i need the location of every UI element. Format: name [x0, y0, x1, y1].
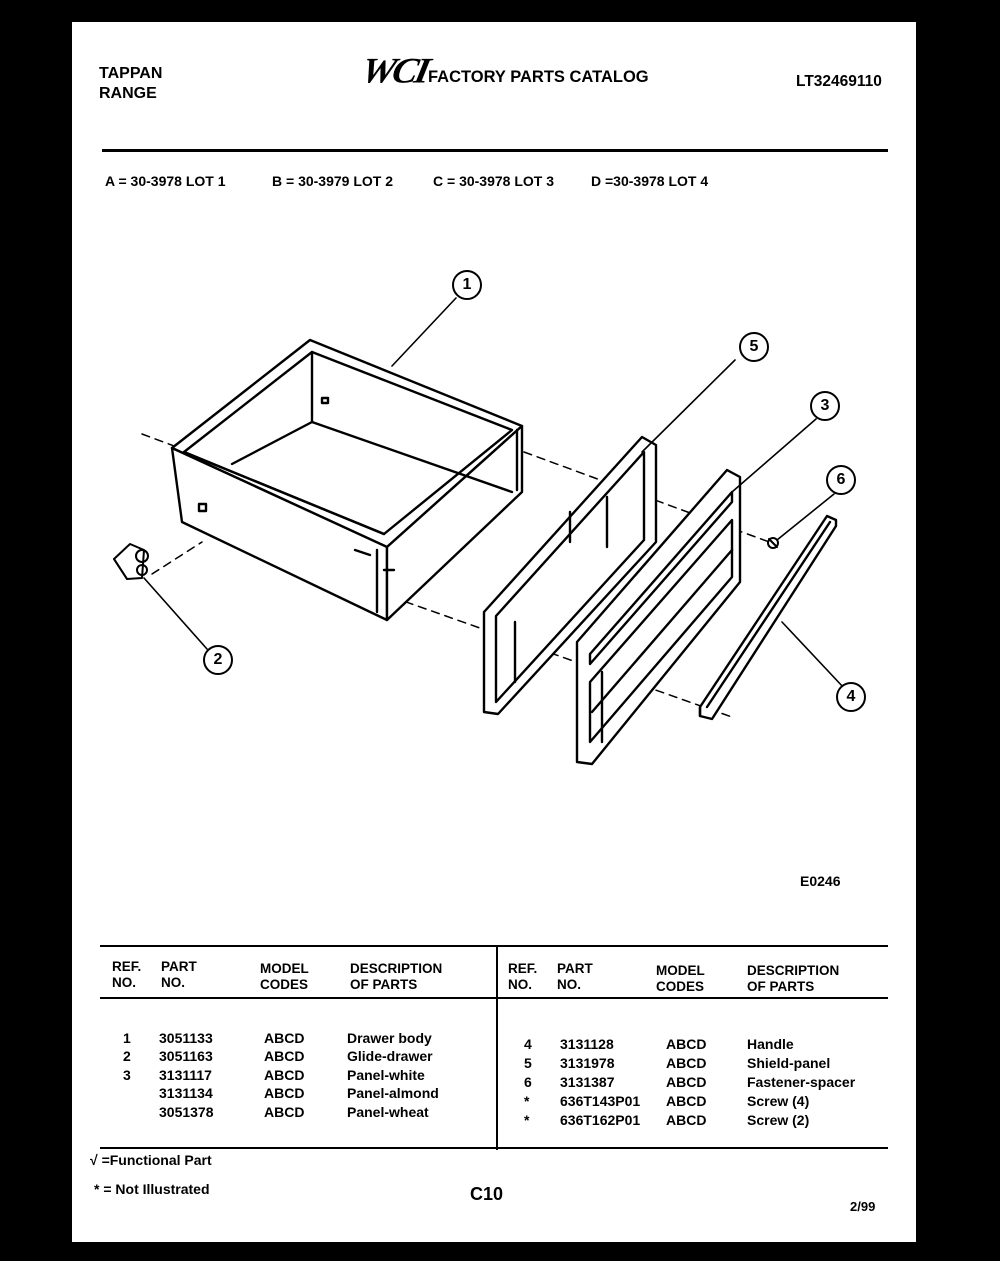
ref-no: 3 [123, 1067, 131, 1083]
model-codes: ABCD [666, 1055, 707, 1071]
callout-1 [452, 270, 482, 300]
product-type: RANGE [99, 85, 157, 102]
functional-part-note: √ =Functional Part [90, 1152, 212, 1168]
page-code: C10 [470, 1184, 504, 1204]
part-description: Shield-panel [747, 1055, 831, 1071]
part-no: 3131117 [159, 1067, 212, 1083]
part-no: 3051133 [159, 1030, 213, 1046]
catalog-title: FACTORY PARTS CATALOG [428, 68, 649, 86]
ref-no: 1 [123, 1030, 131, 1046]
model-codes: ABCD [264, 1067, 305, 1083]
ref-no: 2 [123, 1048, 131, 1064]
wci-logo: WCI [357, 51, 432, 91]
callout-2 [203, 645, 233, 675]
part-description: Panel-almond [347, 1085, 439, 1101]
lot-d: D =30-3978 LOT 4 [591, 173, 709, 189]
drawer-body-part [172, 340, 522, 620]
model-codes: ABCD [666, 1074, 707, 1090]
part-description: Panel-white [347, 1067, 425, 1083]
callout-4-label: 4 [846, 688, 856, 705]
table-row [72, 1092, 916, 1111]
callout-5-label: 5 [749, 338, 759, 355]
exploded-drawer-diagram [72, 22, 916, 922]
callout-6 [826, 465, 856, 495]
left-header-model: MODEL CODES [260, 961, 309, 992]
right-header-model: MODEL CODES [656, 963, 705, 994]
callout-3 [810, 391, 840, 421]
model-codes: ABCD [264, 1085, 305, 1101]
table-top-rule [100, 945, 888, 947]
right-header-part: PART NO. [557, 961, 593, 992]
callout-2-label: 2 [213, 651, 223, 668]
part-no: 3051163 [159, 1048, 213, 1064]
part-description: Drawer body [347, 1030, 432, 1046]
part-no: 636T162P01 [560, 1112, 641, 1128]
ref-no: 4 [524, 1036, 532, 1052]
not-illustrated-note: * = Not Illustrated [94, 1181, 210, 1197]
part-description: Handle [747, 1036, 794, 1052]
right-header-ref: REF. NO. [508, 961, 538, 992]
part-description: Screw (4) [747, 1093, 810, 1109]
part-no: 3131134 [159, 1085, 213, 1101]
model-codes: ABCD [666, 1093, 707, 1109]
table-row [72, 1073, 916, 1092]
lot-c: C = 30-3978 LOT 3 [433, 173, 555, 189]
callout-3-label: 3 [820, 397, 830, 414]
part-no: 636T143P01 [560, 1093, 641, 1109]
table-row [72, 1054, 916, 1073]
left-header-ref: REF. NO. [112, 959, 142, 990]
lot-b: B = 30-3979 LOT 2 [272, 173, 394, 189]
model-codes: ABCD [264, 1048, 305, 1064]
left-header-part: PART NO. [161, 959, 197, 990]
catalog-page [72, 22, 916, 1242]
callout-4 [836, 682, 866, 712]
part-description: Screw (2) [747, 1112, 810, 1128]
model-codes: ABCD [666, 1112, 707, 1128]
ref-no: 6 [524, 1074, 532, 1090]
glide-drawer-part [114, 544, 148, 579]
part-description: Fastener-spacer [747, 1074, 856, 1090]
brand-name: TAPPAN [99, 65, 163, 82]
part-no: 3131978 [560, 1055, 615, 1071]
ref-no: 5 [524, 1055, 532, 1071]
model-codes: ABCD [666, 1036, 707, 1052]
lot-a: A = 30-3978 LOT 1 [105, 173, 226, 189]
model-codes: ABCD [264, 1030, 305, 1046]
ref-no: * [524, 1093, 530, 1109]
callout-1-label: 1 [462, 276, 472, 293]
callout-5 [739, 332, 769, 362]
part-no: 3131128 [560, 1036, 614, 1052]
callout-6-label: 6 [836, 471, 846, 488]
part-no: 3131387 [560, 1074, 615, 1090]
figure-code: E0246 [800, 873, 841, 889]
table-row [72, 1035, 916, 1054]
left-header-desc: DESCRIPTION OF PARTS [350, 961, 443, 992]
model-number: LT32469110 [796, 73, 882, 90]
part-no: 3051378 [159, 1104, 214, 1120]
part-description: Glide-drawer [347, 1048, 433, 1064]
revision-date: 2/99 [850, 1199, 876, 1214]
table-header-rule [100, 997, 888, 999]
right-header-desc: DESCRIPTION OF PARTS [747, 963, 840, 994]
model-codes: ABCD [264, 1104, 305, 1120]
part-description: Panel-wheat [347, 1104, 429, 1120]
table-row [72, 1111, 916, 1130]
table-bottom-rule [100, 1147, 888, 1149]
ref-no: * [524, 1112, 530, 1128]
